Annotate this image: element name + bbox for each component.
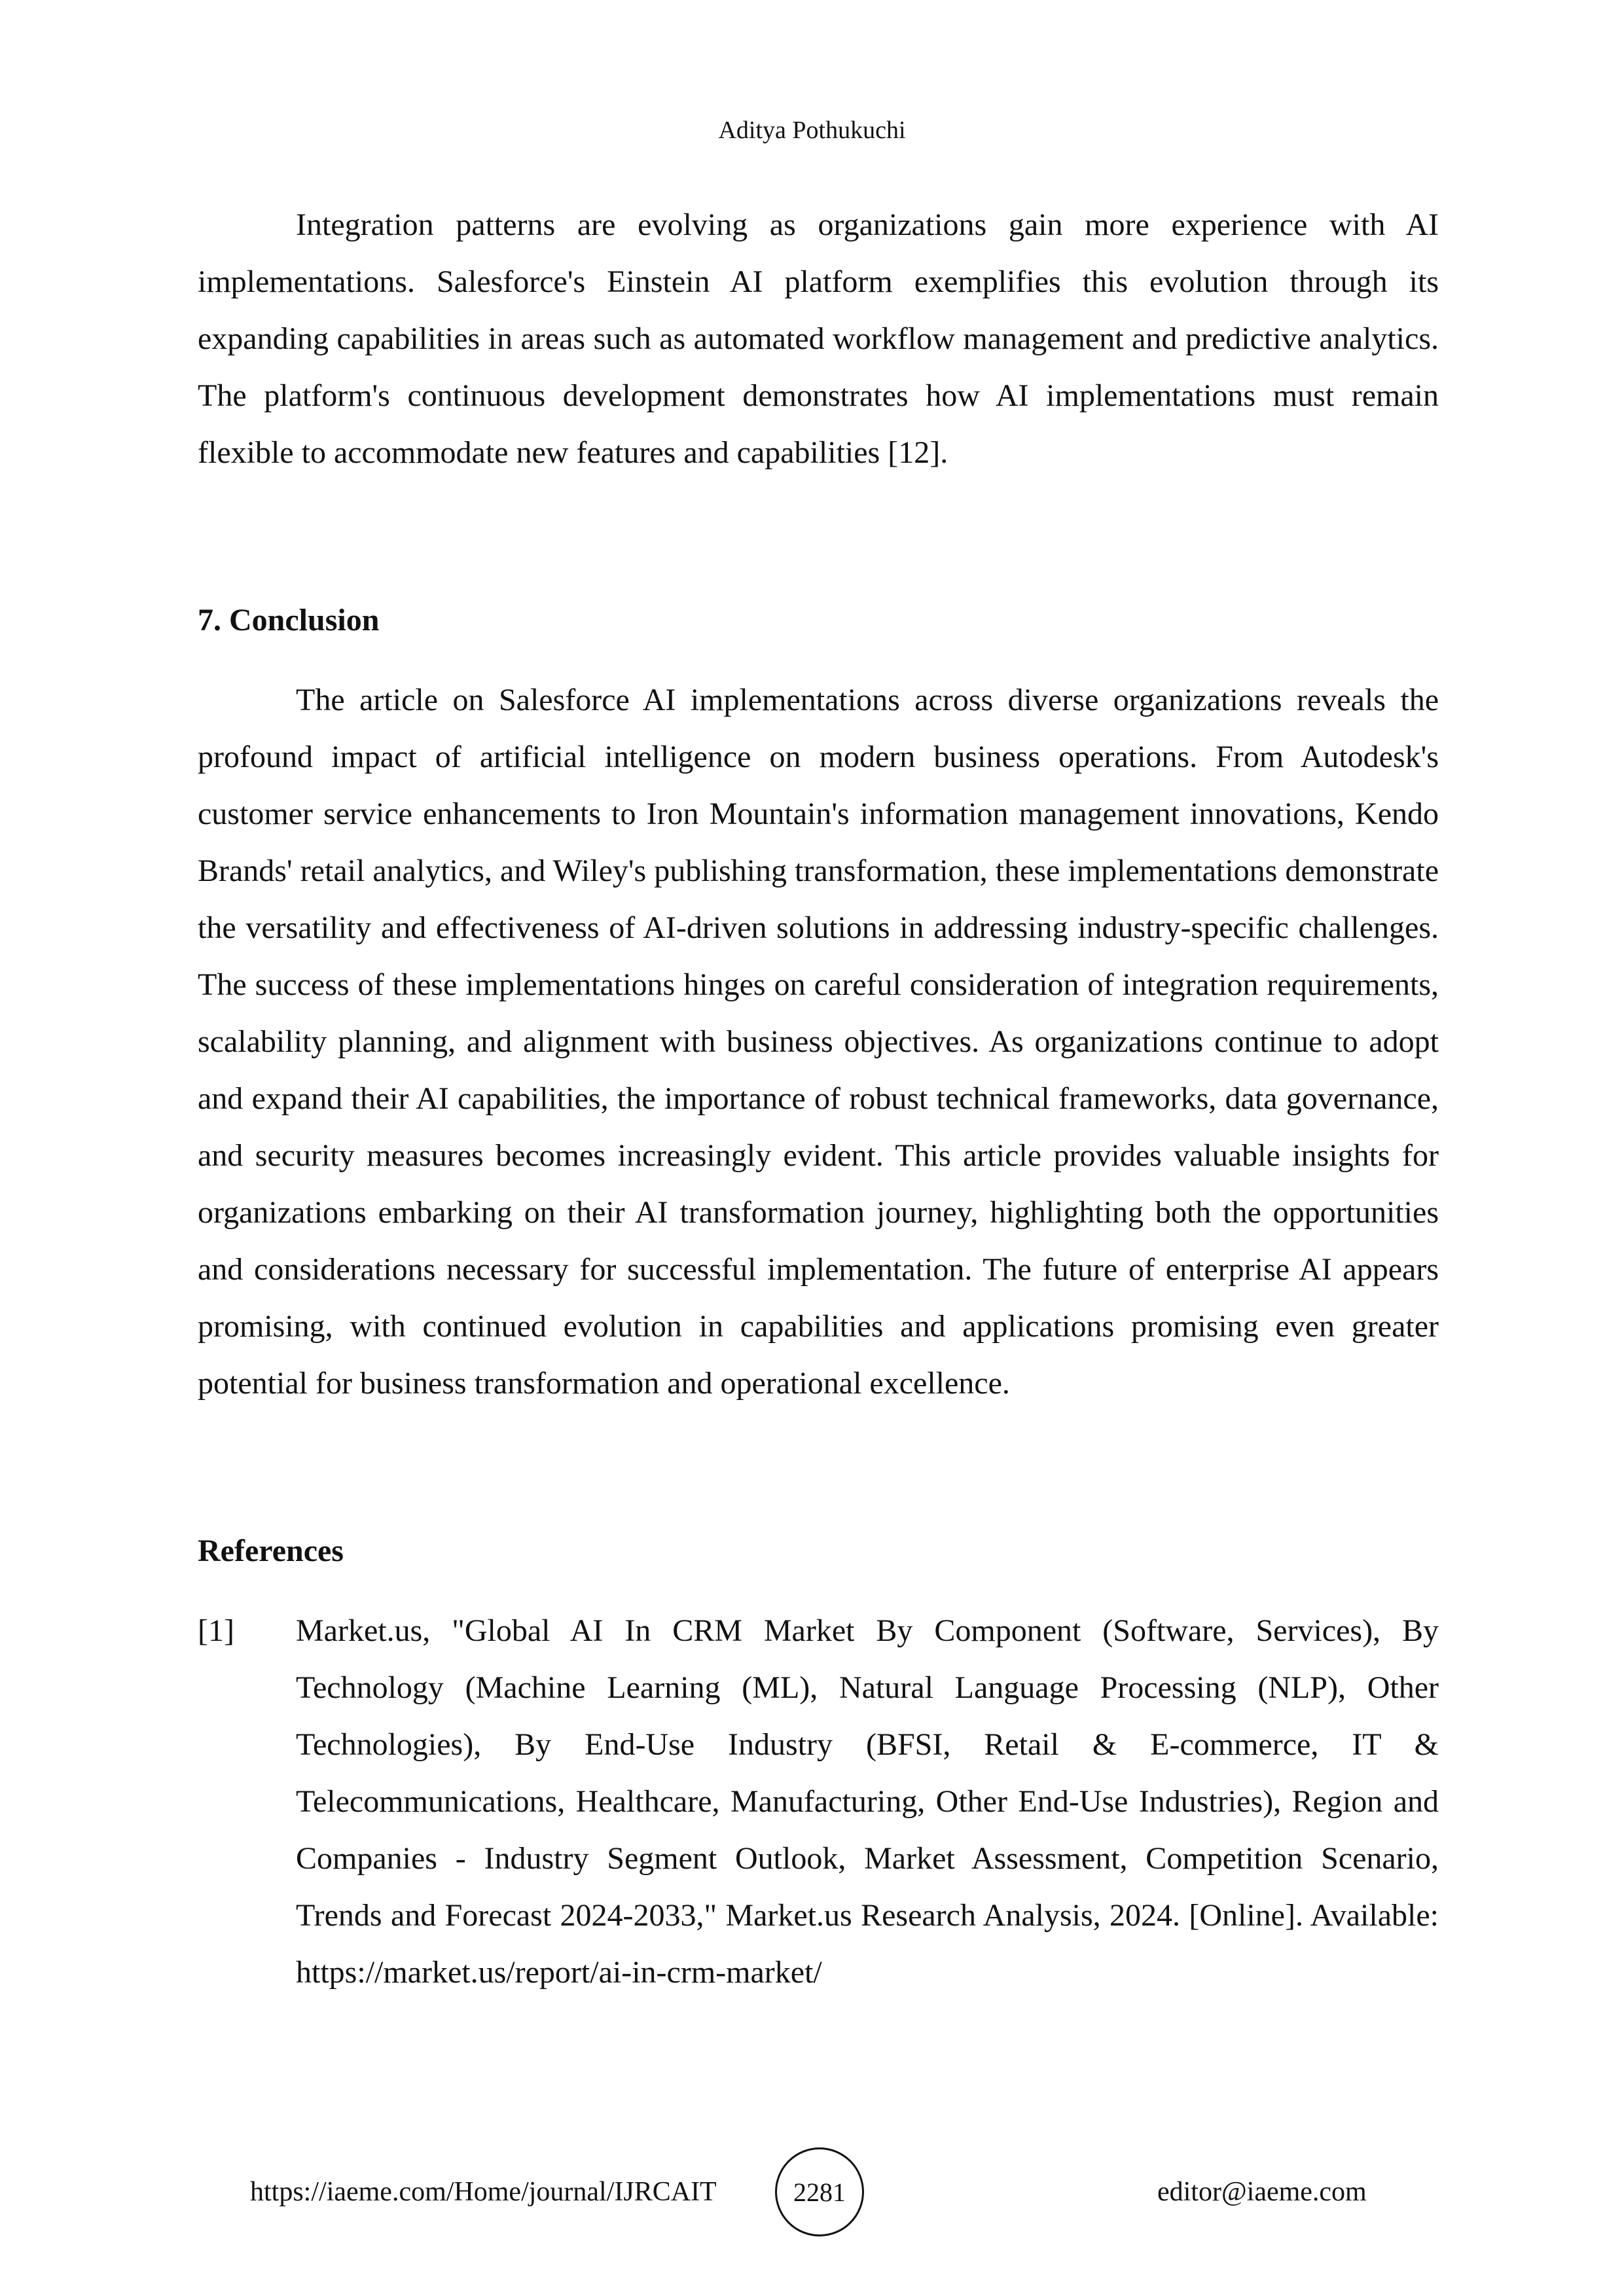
page-number: 2281: [793, 2177, 846, 2207]
reference-number: [1]: [198, 1613, 234, 1648]
page-number-badge: [775, 2147, 864, 2236]
intro-paragraph: Integration patterns are evolving as organizations gain more experience with AI implementations. Salesforce's Einstein AI platform exemplifies this evolution through its expanding capabilities in areas such as automated workflow management and predictive analytics. The platform's continuous development demonstrates how AI implementations must remain flexible to accommodate new features and capabilities [12].: [198, 207, 1439, 470]
references-heading: References: [198, 1534, 344, 1568]
running-head-author: Aditya Pothukuchi: [718, 117, 906, 144]
footer-email-link[interactable]: editor@iaeme.com: [1157, 2177, 1367, 2207]
footer-journal-link[interactable]: https://iaeme.com/Home/journal/IJRCAIT: [250, 2177, 717, 2207]
conclusion-paragraph: The article on Salesforce AI implementations across diverse organizations reveals the profound impact of artificial intelligence on modern business operations. From Autodesk's customer service enhancements to Iron Mountain's information management innovations, Kendo Brands' retail analytics, and Wiley's publishing transformation, these implementations demonstrate the versatility and effectiveness of AI-driven solutions in addressing industry-specific challenges. The success of these implementations hinges on careful consideration of integration requirements, scalability planning, and alignment with business objectives. As organizations continue to adopt and expand their AI capabilities, the importance of robust technical frameworks, data governance, and security measures becomes increasingly evident. This article provides valuable insights for organizations embarking on their AI transformation journey, highlighting both the opportunities and considerations necessary for successful implementation. The future of enterprise AI appears promising, with continued evolution in capabilities and applications promising even greater potential for business transformation and operational excellence.: [198, 683, 1439, 1401]
page-content: [198, 196, 1439, 2001]
conclusion-heading: 7. Conclusion: [198, 603, 380, 637]
reference-item: [198, 1602, 1439, 2001]
reference-text: Market.us, "Global AI In CRM Market By Component (Software, Services), By Technology (Machine Learning (ML), Natural Language Processing (NLP), Other Technologies), By End-Use Industry (BFSI, Retail & E-commerce, IT & Telecommunications, Healthcare, Manufacturing, Other End-Use Industries), Region and Companies - Industry Segment Outlook, Market Assessment, Competition Scenario, Trends and Forecast 2024-2033," Market.us Research Analysis, 2024. [Online]. Available: https://market.us/report/ai-in-crm-market/: [296, 1613, 1439, 1990]
